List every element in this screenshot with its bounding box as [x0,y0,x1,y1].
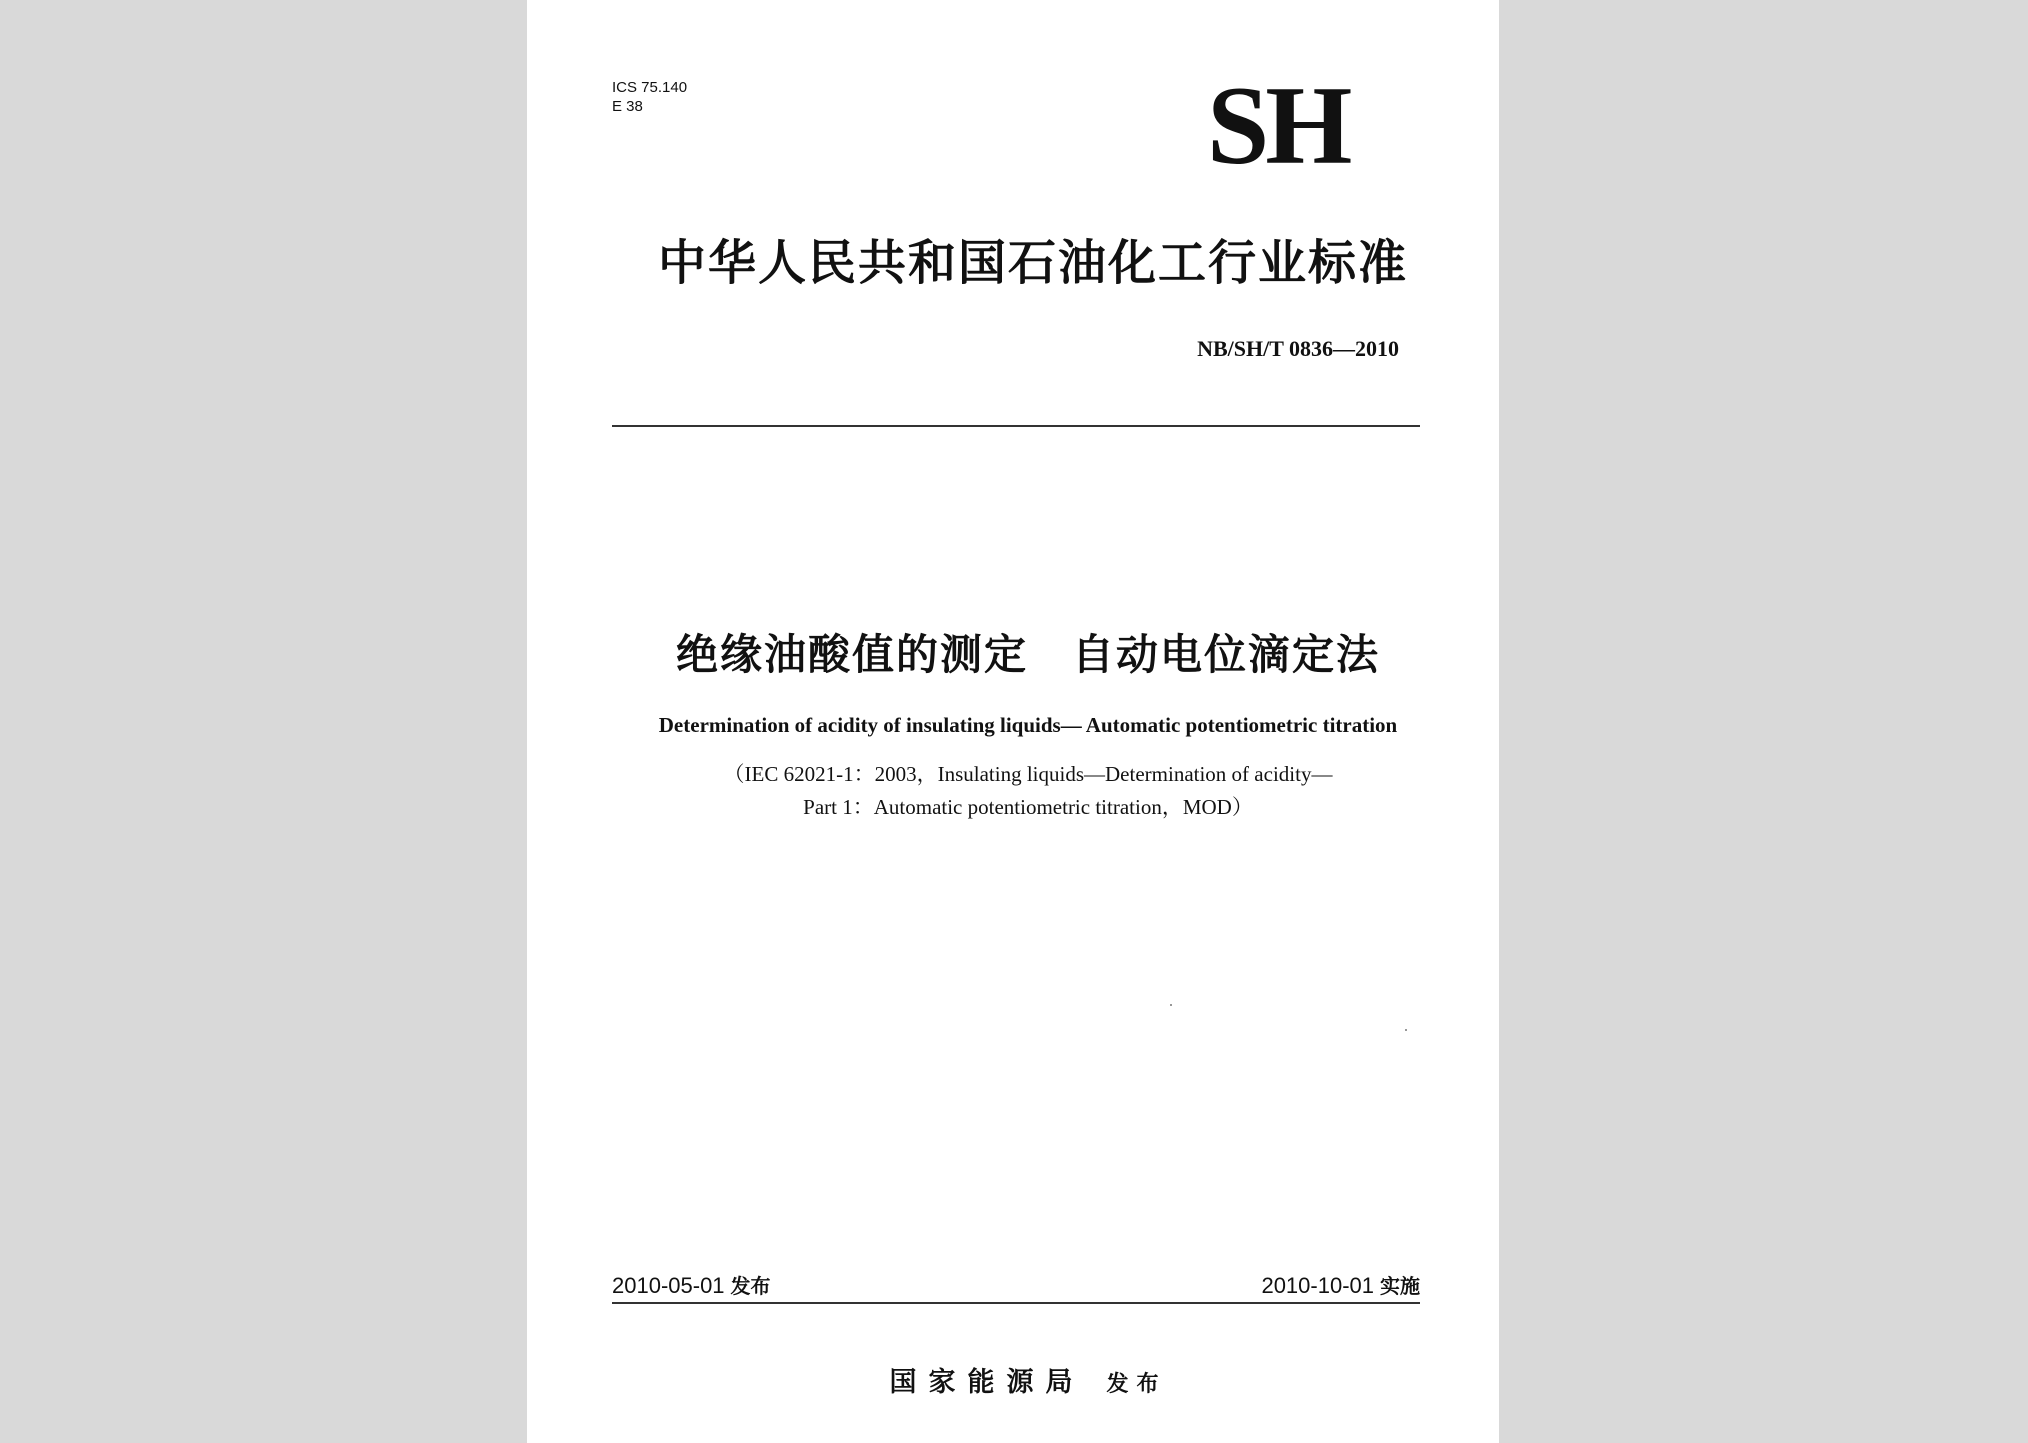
scan-speck [1405,1029,1407,1031]
ics-code: ICS 75.140 [612,79,688,96]
issuer-block [527,1360,1499,1399]
publish-label: 发布 [730,1274,771,1298]
sh-logo: SH [1207,64,1349,188]
top-divider [612,425,1420,427]
standard-code: NB/SH/T 0836—2010 [1197,336,1399,361]
bottom-divider [612,1302,1420,1304]
issuer-action: 发布 [1106,1372,1167,1397]
document-page [527,0,1499,1443]
implement-date: 2010-10-01 [1261,1273,1374,1298]
implement-date-block [527,1270,1420,1299]
scan-speck [1170,1004,1172,1006]
standard-title: 中华人民共和国石油化工行业标准 [657,235,1408,291]
document-title-cn: 绝缘油酸值的测定 自动电位滴定法 [675,630,1380,679]
publish-date: 2010-05-01 [612,1273,725,1298]
classification-block [612,78,687,116]
issuer-name: 国家能源局 [889,1367,1085,1398]
class-code: E 38 [612,98,643,115]
document-title-en: Determination of acidity of insulating liquids— Automatic potentiometric titration [658,713,1398,737]
iec-reference-line2: Part 1：Automatic potentiometric titration，MOD） [803,795,1253,819]
iec-reference-line1: （IEC 62021-1：2003，Insulating liquids—Determination of acidity— [723,762,1333,786]
implement-label: 实施 [1380,1274,1420,1298]
